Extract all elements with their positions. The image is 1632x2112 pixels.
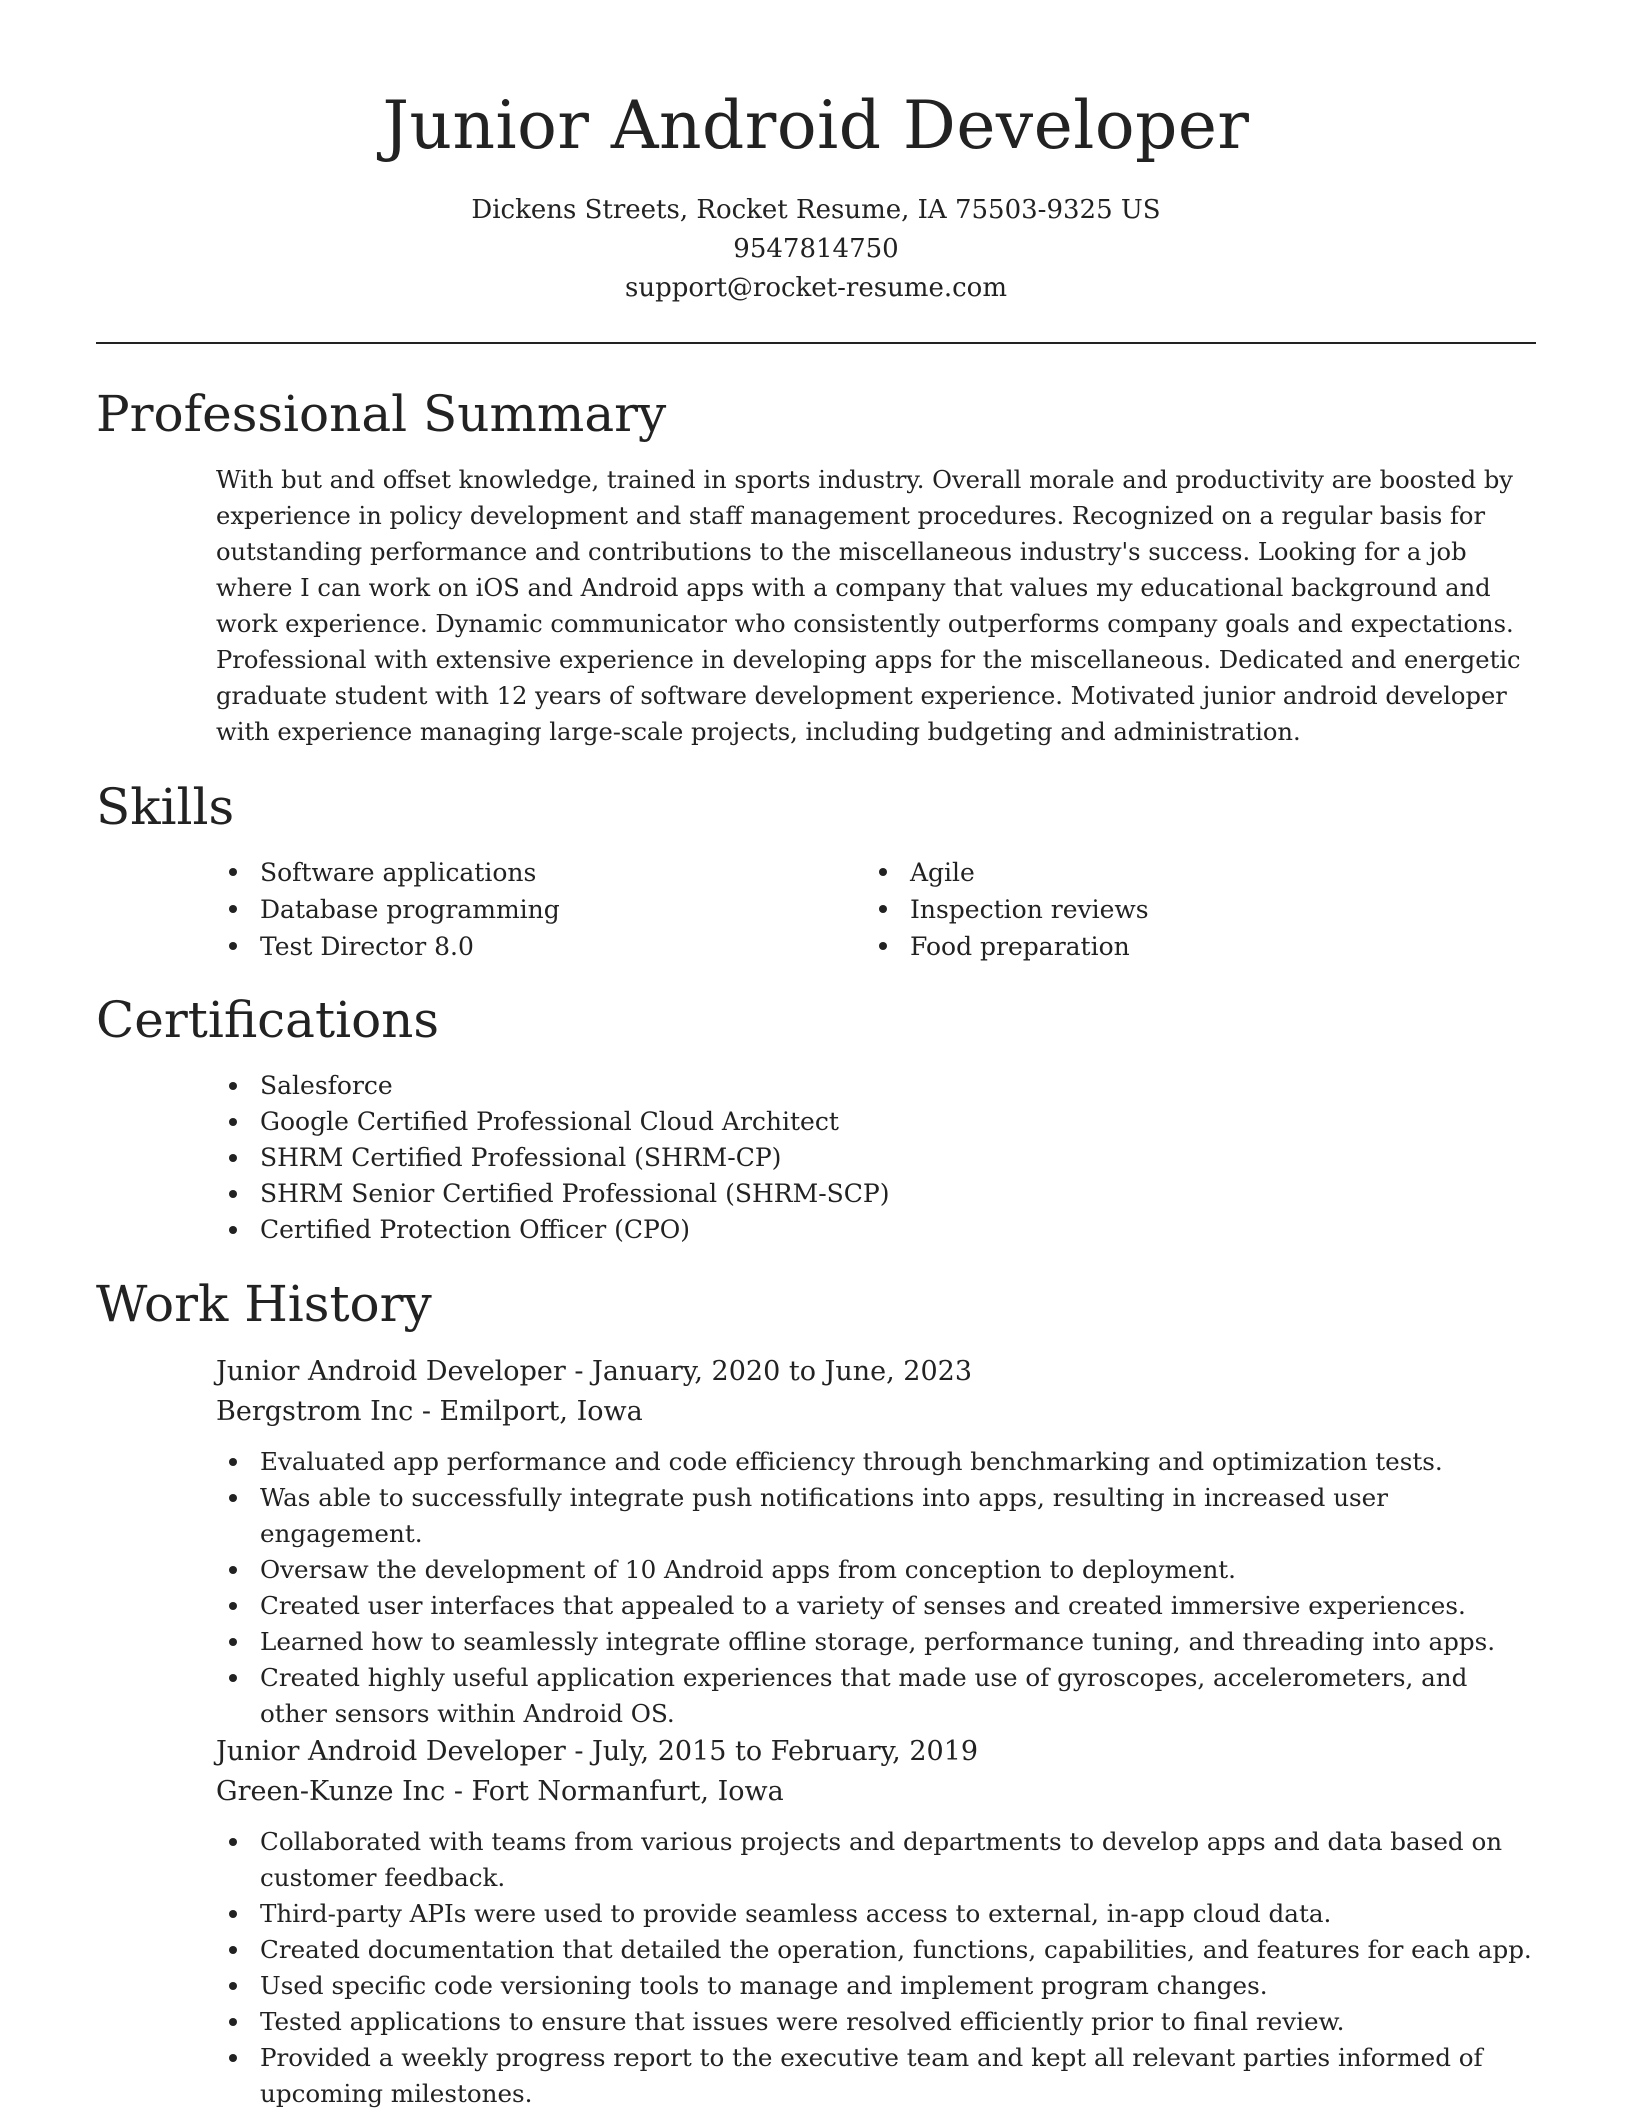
certifications-heading: Certifications (96, 991, 440, 1049)
job-duty-item: Tested applications to ensure that issues were resolved efficiently prior to final review. (216, 2004, 1536, 2040)
summary-text: With but and offset knowledge, trained in sports industry. Overall morale and productivity are boosted by experience in policy development and staff management procedures. Recognized on a regular basis for outstanding performance and contributions to the miscellaneous industry's success. Looking for a job where I can work on iOS and Android apps with a company that values my educational background and work experience. Dynamic communicator who consistently outperforms company goals and expectations. Professional with extensive experience in developing apps for the miscellaneous. Dedicated and energetic graduate student with 12 years of software development experience. Motivated junior android developer with experience managing large-scale projects, including budgeting and administration. (216, 466, 1521, 746)
job-duty-item: Used specific code versioning tools to manage and implement program changes. (216, 1968, 1536, 2004)
job-duty-item: Provided a weekly progress report to the executive team and kept all relevant parties informed of upcoming milestones. (216, 2040, 1536, 2112)
certification-item: SHRM Senior Certified Professional (SHRM-SCP) (216, 1176, 1216, 1212)
skill-item: Database programming (216, 891, 836, 928)
skill-item: Test Director 8.0 (216, 928, 836, 965)
job-duties-list (216, 1824, 1536, 2112)
job-entry (216, 1732, 1536, 2112)
certification-item: SHRM Certified Professional (SHRM-CP) (216, 1140, 1216, 1176)
job-duties-list (216, 1444, 1536, 1732)
job-title-dates: Junior Android Developer - July, 2015 to February, 2019 (216, 1736, 979, 1767)
skill-item: Food preparation (866, 928, 1486, 965)
job-company-location: Green-Kunze Inc - Fort Normanfurt, Iowa (216, 1776, 784, 1807)
header-divider (96, 342, 1536, 344)
work-history-heading: Work History (96, 1275, 432, 1333)
job-duty-item: Was able to successfully integrate push notifications into apps, resulting in increased user engagement. (216, 1480, 1536, 1552)
contact-phone: 9547814750 (733, 234, 899, 264)
job-duty-item: Created highly useful application experiences that made use of gyroscopes, accelerometers, and other sensors within Android OS. (216, 1660, 1536, 1732)
job-duty-item: Created documentation that detailed the operation, functions, capabilities, and features for each app. (216, 1932, 1536, 1968)
certification-item: Google Certified Professional Cloud Architect (216, 1104, 1216, 1140)
skills-list-left (216, 854, 836, 965)
job-title-dates: Junior Android Developer - January, 2020 to June, 2023 (216, 1356, 972, 1387)
certification-item: Salesforce (216, 1068, 1216, 1104)
skill-item: Inspection reviews (866, 891, 1486, 928)
certifications-list (216, 1068, 1216, 1248)
job-duty-item: Third-party APIs were used to provide seamless access to external, in-app cloud data. (216, 1896, 1536, 1932)
resume-title: Junior Android Developer (382, 87, 1250, 164)
summary-heading: Professional Summary (96, 385, 667, 443)
job-duty-item: Created user interfaces that appealed to a variety of senses and created immersive experiences. (216, 1588, 1536, 1624)
certification-item: Certified Protection Officer (CPO) (216, 1212, 1216, 1248)
job-company-location: Bergstrom Inc - Emilport, Iowa (216, 1396, 643, 1427)
job-duty-item: Evaluated app performance and code efficiency through benchmarking and optimization tests. (216, 1444, 1536, 1480)
job-duty-item: Learned how to seamlessly integrate offline storage, performance tuning, and threading into apps. (216, 1624, 1536, 1660)
job-duty-item: Oversaw the development of 10 Android apps from conception to deployment. (216, 1552, 1536, 1588)
skill-item: Software applications (216, 854, 836, 891)
contact-email: support@rocket-resume.com (624, 273, 1007, 303)
job-duty-item: Collaborated with teams from various projects and departments to develop apps and data based on customer feedback. (216, 1824, 1536, 1896)
skill-item: Agile (866, 854, 1486, 891)
skills-heading: Skills (96, 778, 235, 836)
contact-block (0, 191, 1632, 308)
skills-list-right (866, 854, 1486, 965)
contact-address: Dickens Streets, Rocket Resume, IA 75503-9325 US (471, 195, 1161, 225)
job-entry (216, 1352, 1536, 1732)
